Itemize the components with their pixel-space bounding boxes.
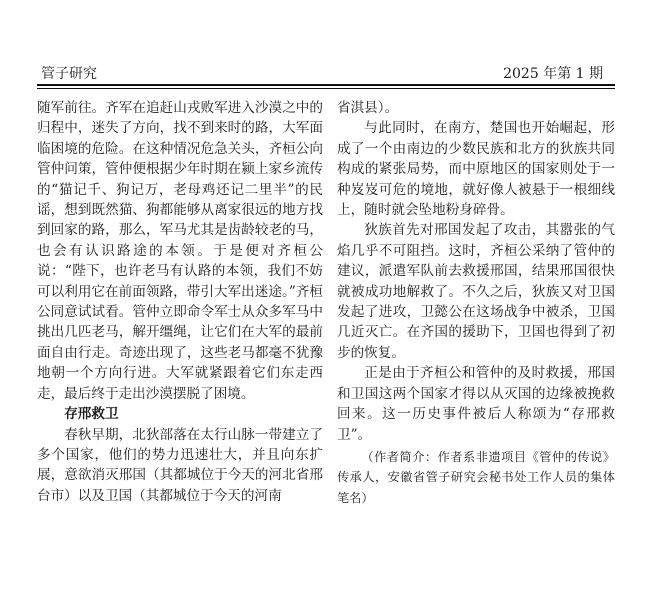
section-heading: 存邢救卫 (64, 406, 119, 423)
header-rule-thin (37, 88, 615, 89)
right-column (337, 98, 615, 508)
paragraph: 与此同时，在南方，楚国也开始崛起，形成了一个由南边的少数民族和北方的狄族共同构成的紧张局势，而中原地区的国家则处于一种岌岌可危的境地，就好像人被悬于一根细线上，随时就会坠地粉身碎骨。 (337, 120, 615, 219)
journal-title: 管子研究 (41, 66, 97, 82)
paragraph-continued: 省淇县）。 (337, 100, 399, 116)
issue-number: 2025 年第 1 期 (503, 66, 603, 82)
left-column (37, 98, 323, 506)
header-rule-thick (37, 84, 615, 86)
paragraph: 正是由于齐桓公和管仲的及时救援，邢国和卫国这两个国家才得以从灭国的边缘被挽救回来。这一历史事件被后人称颂为“存邢救卫”。 (337, 365, 615, 443)
paragraph: 春秋早期，北狄部落在太行山脉一带建立了多个国家，他们的势力迅速壮大，并且向东扩展，意欲消灭邢国（其都城位于今天的河北省邢台市）以及卫国（其都城位于今天的河南 (37, 426, 323, 504)
author-note: （作者简介：作者系非遗项目《管仲的传说》传承人，安徽省管子研究会秘书处工作人员的集体笔名） (337, 449, 615, 505)
running-header (37, 60, 615, 82)
paragraph: 狄族首先对邢国发起了攻击，其嚣张的气焰几乎不可阻挡。这时，齐桓公采纳了管仲的建议，派遣军队前去救援邢国，结果邢国很快就被成功地解救了。不久之后，狄族又对卫国发起了进攻，卫懿公在这场战争中被杀，卫国几近灭亡。在齐国的援助下，卫国也得到了初步的恢复。 (337, 222, 615, 361)
paragraph-continued: 随军前往。齐军在追赶山戎败军进入沙漠之中的归程中，迷失了方向，找不到来时的路，大军面临困境的危险。在这种情况危急关头，齐桓公向管仲问策，管仲便根据少年时期在颍上家乡流传的“猫记千、狗记万，老母鸡还记二里半”的民谣，想到既然猫、狗都能够从离家很远的地方找到回家的路，那么，军马尤其是齿龄较老的马，也会有认识路途的本领。于是便对齐桓公说：“陛下，也许老马有认路的本领，我们不妨可以利用它在前面领路，带引大军出迷途。”齐桓公同意试试看。管仲立即命令军士从众多军马中挑出几匹老马，解开缰绳，让它们在大军的最前面自由行走。奇迹出现了，这些老马都毫不犹豫地朝一个方向行进。大军就紧跟着它们东走西走，最后终于走出沙漠摆脱了困境。 (37, 100, 323, 402)
